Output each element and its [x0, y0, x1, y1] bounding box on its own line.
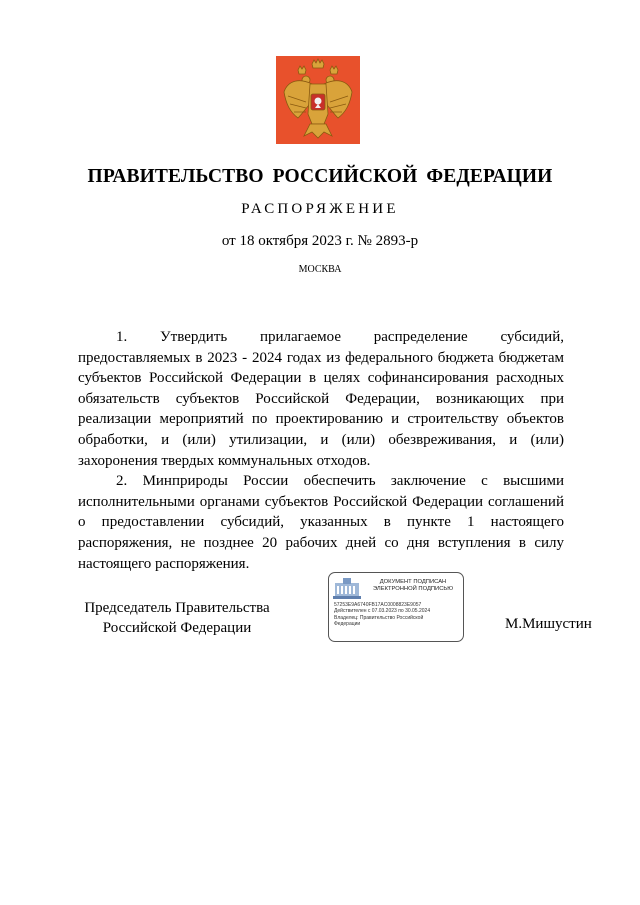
paragraph-2: 2. Минприроды России обеспечить заключение с высшими исполнительными органами субъектов Российской Федерации соглашений о предоставлении субсидий, указанных в пункте 1 настоящего распоряжения, не позднее 20 рабочих дней со дня вступления в силу настоящего распоряжения.: [78, 473, 564, 572]
stamp-title: [365, 579, 461, 593]
government-title: ПРАВИТЕЛЬСТВО РОССИЙСКОЙ ФЕДЕРАЦИИ: [87, 166, 553, 187]
signatory-name: М.Мишустин: [505, 616, 592, 632]
signatory-position-line1: Председатель Правительства: [84, 600, 270, 616]
paragraph-1: 1. Утвердить прилагаемое распределение субсидий, предоставляемых в 2023 - 2024 годах из федерального бюджета бюджетам субъектов Российской Федерации в целях софинансирования расходных обязательств субъектов Российской Федерации, возникающих при реализации мероприятий по проектированию и строительству объектов обработки, и (или) утилизации, и (или) обезвреживания, и (или) захоронения твердых коммунальных отходов.: [78, 329, 564, 469]
coat-of-arms-icon: [276, 56, 360, 144]
document-type: РАСПОРЯЖЕНИЕ: [241, 201, 399, 217]
stamp-certificate: 57253E9A6740FB17AC0008823E9057: [334, 602, 422, 608]
electronic-signature-stamp: [328, 572, 464, 642]
stamp-owner-line1: Владелец: Правительство Российской: [334, 614, 424, 621]
stamp-title-line2: ЭЛЕКТРОННОЙ ПОДПИСЬЮ: [372, 586, 454, 593]
stamp-details: [334, 602, 462, 627]
government-building-icon: [333, 577, 361, 599]
signatory-position-line2: Российской Федерации: [102, 620, 252, 636]
document-body: [78, 327, 564, 574]
stamp-validity: Действителен с 07.03.2023 по 30.05.2024: [334, 608, 431, 615]
stamp-owner-line2: Федерации: [334, 620, 361, 627]
document-date-number: от 18 октября 2023 г. № 2893-р: [221, 233, 419, 249]
stamp-title-line1: ДОКУМЕНТ ПОДПИСАН: [379, 579, 447, 585]
document-city: МОСКВА: [298, 264, 342, 275]
signatory-position: [72, 598, 282, 638]
